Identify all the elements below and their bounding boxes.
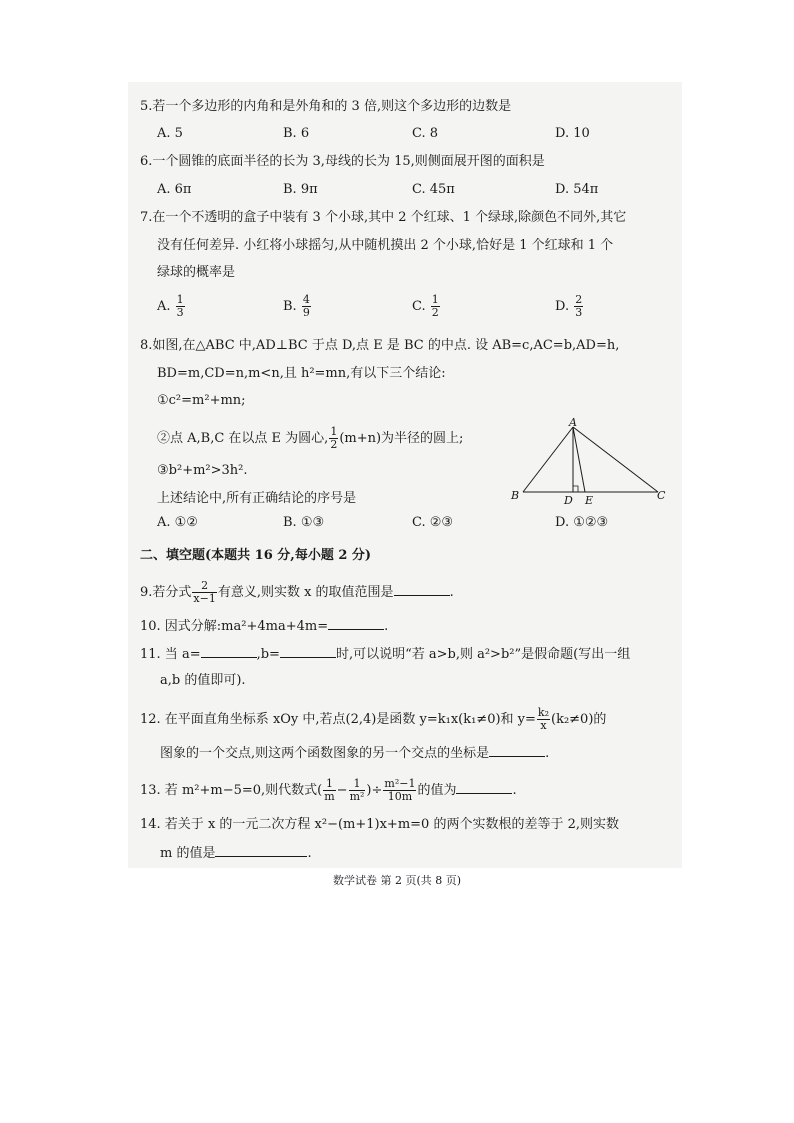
question-text: 图象的一个交点,则这两个函数图象的另一个交点的坐标是 — [160, 746, 490, 761]
denominator: 2 — [330, 438, 338, 451]
period: . — [449, 585, 454, 600]
denominator: 10m — [383, 790, 416, 803]
question-text: 有意义,则实数 x 的取值范围是 — [217, 585, 394, 600]
option-label: A. — [157, 299, 171, 314]
q8-conclusion-1: ①c²=m²+mn; — [157, 393, 246, 408]
operator: )÷ — [366, 783, 383, 798]
answer-blank[interactable] — [394, 583, 450, 596]
question-8-line2: BD=m,CD=n,m<n,且 h²=mn,有以下三个结论: — [157, 366, 446, 381]
q5-option-b: B. 6 — [283, 126, 310, 141]
denominator: x — [537, 719, 550, 732]
triangle-figure — [505, 415, 675, 510]
question-12-line2 — [160, 744, 549, 762]
numerator: 1 — [330, 425, 338, 438]
denominator: 9 — [302, 306, 310, 319]
answer-blank[interactable] — [328, 617, 384, 630]
fraction — [537, 707, 550, 732]
period: . — [512, 783, 517, 798]
fraction — [383, 778, 416, 803]
question-14-line2 — [160, 844, 312, 862]
label-a: A — [569, 416, 577, 429]
denominator: x−1 — [193, 592, 216, 605]
question-text: 12. 在平面直角坐标系 xOy 中,若点(2,4)是函数 y=k₁x(k₁≠0)和 y= — [140, 712, 536, 727]
section-title: 二、填空题(本题共 16 分,每小题 2 分) — [140, 548, 372, 563]
question-text: 的值为 — [417, 783, 457, 798]
segment-ae — [573, 427, 585, 492]
question-text: 10. 因式分解:ma²+4ma+4m= — [140, 619, 329, 634]
q8-conclusion-3: ③b²+m²>3h². — [157, 463, 248, 478]
question-12-line1 — [140, 707, 606, 732]
question-8-prompt: 上述结论中,所有正确结论的序号是 — [157, 491, 357, 506]
q7-option-c — [412, 294, 441, 319]
question-11-line1 — [140, 645, 630, 663]
q8-option-d: D. ①②③ — [555, 515, 609, 530]
denominator: m² — [349, 790, 365, 803]
segment-ab — [523, 427, 573, 492]
question-10 — [140, 617, 388, 635]
numerator: m²−1 — [384, 777, 416, 790]
q5-option-c: C. 8 — [412, 126, 439, 141]
fraction — [302, 294, 311, 319]
q5-option-d: D. 10 — [555, 126, 590, 141]
answer-blank-b[interactable] — [280, 645, 336, 658]
numerator: 2 — [575, 293, 583, 306]
fraction — [192, 580, 216, 605]
question-text: 11. 当 a= — [140, 647, 201, 662]
numerator: 2 — [201, 579, 209, 592]
segment-ac — [573, 427, 658, 492]
answer-blank[interactable] — [489, 744, 545, 757]
numerator: 1 — [431, 293, 439, 306]
q8-option-c: C. ②③ — [412, 515, 454, 530]
denominator: m — [324, 790, 335, 803]
question-text: ,b= — [256, 647, 280, 662]
q5-option-a: A. 5 — [157, 126, 183, 141]
conclusion-text: (m+n)为半径的圆上; — [339, 431, 464, 446]
question-8-line1: 8.如图,在△ABC 中,AD⊥BC 于点 D,点 E 是 BC 的中点. 设 AB=c,AC=b,AD=h, — [140, 338, 620, 353]
label-e: E — [585, 494, 594, 507]
fraction — [431, 294, 440, 319]
question-text: m 的值是 — [160, 846, 216, 861]
period: . — [384, 619, 389, 634]
denominator: 3 — [176, 306, 184, 319]
question-13 — [140, 778, 517, 803]
question-5-stem: 5.若一个多边形的内角和是外角和的 3 倍,则这个多边形的边数是 — [140, 99, 512, 114]
question-text: (k₂≠0)的 — [551, 712, 607, 727]
label-b: B — [511, 489, 520, 502]
denominator: 2 — [431, 306, 439, 319]
question-11-line2: a,b 的值即可). — [160, 673, 246, 688]
question-7-line1: 7.在一个不透明的盒子中装有 3 个小球,其中 2 个红球、1 个绿球,除颜色不同外,其它 — [140, 210, 627, 225]
q6-option-a: A. 6π — [157, 182, 192, 197]
numerator: 4 — [302, 293, 310, 306]
right-angle-mark — [573, 486, 578, 492]
label-c: C — [657, 489, 666, 502]
question-text: 时,可以说明“若 a>b,则 a²>b²”是假命题(写出一组 — [335, 647, 631, 662]
page-footer: 数学试卷 第 2 页(共 8 页) — [332, 874, 462, 887]
label-d: D — [564, 494, 573, 507]
answer-blank[interactable] — [456, 781, 512, 794]
operator: − — [336, 783, 348, 798]
question-6-stem: 6.一个圆锥的底面半径的长为 3,母线的长为 15,则侧面展开图的面积是 — [140, 154, 545, 169]
fraction — [329, 426, 338, 451]
numerator: 1 — [325, 777, 333, 790]
q7-option-b — [283, 294, 312, 319]
numerator: k₂ — [537, 706, 549, 719]
question-7-line3: 绿球的概率是 — [157, 265, 236, 280]
option-label: B. — [283, 299, 297, 314]
numerator: 1 — [176, 293, 184, 306]
q6-option-c: C. 45π — [412, 182, 455, 197]
denominator: 3 — [575, 306, 583, 319]
option-label: D. — [555, 299, 570, 314]
period: . — [545, 746, 550, 761]
period: . — [307, 846, 312, 861]
option-label: C. — [412, 299, 426, 314]
q8-conclusion-2 — [157, 426, 463, 451]
q6-option-d: D. 54π — [555, 182, 599, 197]
q7-option-a — [157, 294, 186, 319]
answer-blank-a[interactable] — [201, 645, 257, 658]
fraction — [574, 294, 583, 319]
numerator: 1 — [353, 777, 361, 790]
fraction — [323, 778, 335, 803]
fraction — [176, 294, 185, 319]
question-text: 9.若分式 — [140, 585, 192, 600]
answer-blank[interactable] — [215, 844, 307, 857]
question-7-line2: 没有任何差异. 小红将小球摇匀,从中随机摸出 2 个小球,恰好是 1 个红球和 1 个 — [157, 238, 614, 253]
q8-option-b: B. ①③ — [283, 515, 325, 530]
fraction — [349, 778, 366, 803]
question-14-line1: 14. 若关于 x 的一元二次方程 x²−(m+1)x+m=0 的两个实数根的差等于 2,则实数 — [140, 817, 619, 832]
question-9 — [140, 580, 454, 605]
q7-option-d — [555, 294, 584, 319]
q6-option-b: B. 9π — [283, 182, 318, 197]
conclusion-text: ②点 A,B,C 在以点 E 为圆心, — [157, 431, 329, 446]
q8-option-a: A. ①② — [157, 515, 198, 530]
question-text: 13. 若 m²+m−5=0,则代数式( — [140, 783, 323, 798]
